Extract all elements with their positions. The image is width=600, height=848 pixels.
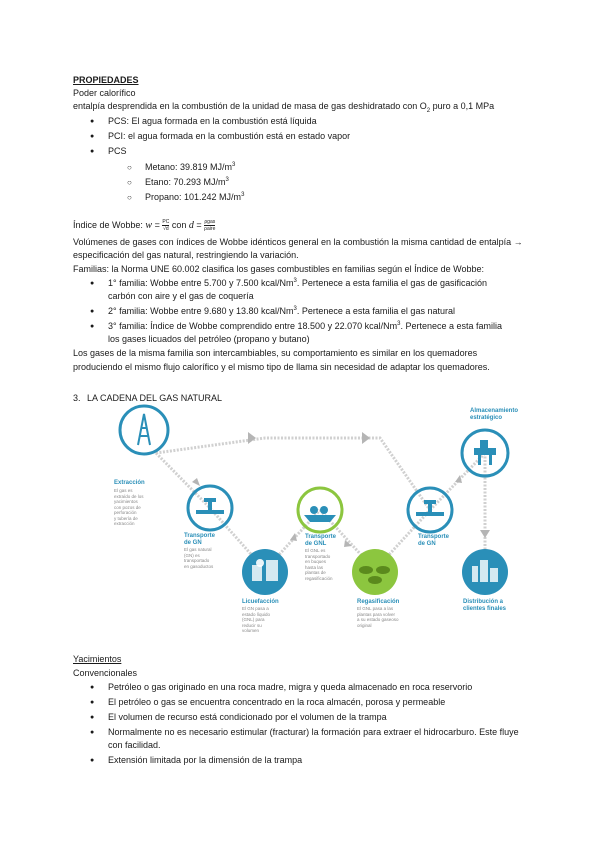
label-transporte-gn-2: Transporte de GN bbox=[418, 534, 450, 547]
pipe-valve-icon bbox=[196, 500, 224, 512]
section-title-propiedades: PROPIEDADES bbox=[73, 75, 139, 85]
list-item: ● 3° familia: Índice de Wobbe comprendido entre 18.500 y 22.070 kcal/Nm$^3$. Pertenece a esta familia bbox=[108, 320, 502, 333]
section-number: 3. bbox=[73, 393, 81, 403]
paragraph-line: especificación del gas natural, restringiendo la variación. bbox=[73, 250, 299, 260]
list-item: ○ Metano: 39.819 $MJ/m^3$ bbox=[145, 161, 235, 174]
extraction-node bbox=[120, 406, 168, 454]
desc-extraccion: El gas es extraído de los yacimientos con pozos de perforación y tubería de extracción bbox=[114, 488, 144, 526]
list-item-continuation: carbón con aire y el gas de coquería bbox=[108, 291, 254, 301]
list-item-continuation: con facilidad. bbox=[108, 740, 161, 750]
list-item: ● PCS bbox=[108, 145, 127, 158]
gn-transport-node-2 bbox=[408, 488, 452, 532]
fraction-pc-sqrt-d: $\frac{PC}{√d}$ bbox=[162, 219, 170, 233]
subsection-title-yacimientos: Yacimientos bbox=[73, 654, 122, 664]
wobbe-index-line: Índice de Wobbe: w = $\frac{PC}{√d}$ con d = ρgas ρaire bbox=[73, 219, 216, 233]
paragraph-line: produciendo el mismo flujo calorífico y el mismo tipo de llama sin necesidad de adaptar los quemadores. bbox=[73, 362, 490, 372]
subtitle-poder-calorifico: Poder calorífico bbox=[73, 88, 136, 98]
distribution-node bbox=[462, 549, 508, 595]
label-distribucion: Distribución a clientes finales bbox=[463, 599, 507, 612]
paragraph-line: Familias: la Norma UNE 60.002 clasifica los gases combustibles en familias según el Índice de Wobbe: bbox=[73, 264, 485, 274]
fraction-density: ρgas ρaire bbox=[204, 219, 216, 233]
arrow-icons bbox=[192, 432, 490, 547]
list-item: ● PCI: el agua formada en la combustión está en estado vapor bbox=[108, 130, 350, 143]
pipe-valve-icon bbox=[416, 502, 444, 514]
section-title-cadena: LA CADENA DEL GAS NATURAL bbox=[87, 393, 223, 403]
list-item-continuation: los gases licuados del petróleo (propano y butano) bbox=[108, 334, 310, 344]
paragraph-line: Los gases de la misma familia son intercambiables, su comportamiento es similar en los quemadores bbox=[73, 348, 478, 358]
liquefaction-node bbox=[242, 549, 288, 595]
lng-transport-node bbox=[298, 488, 342, 532]
label-regasificacion: Regasificación El GNL pasa a las plantas para volver a su estado gaseoso original bbox=[357, 599, 400, 628]
list-item: ● El volumen de recurso está condicionado por el volumen de la trampa bbox=[108, 711, 387, 724]
subtitle-convencionales: Convencionales bbox=[73, 668, 138, 678]
label-extraccion: Extracción bbox=[114, 480, 145, 486]
gas-chain-svg bbox=[100, 400, 520, 640]
paragraph-line: Volúmenes de gases con índices de Wobbe idénticos general en la combustión la misma cantidad de entalpía → bbox=[73, 237, 523, 247]
label-licuefaccion: Licuefacción El GN pasa a estado líquido (GNL) para reducir su volumen bbox=[242, 599, 279, 633]
storage-node bbox=[462, 430, 508, 476]
list-item: ○ Etano: 70.293 $MJ/m^3$ bbox=[145, 176, 229, 189]
list-item: ● 2° familia: Wobbe entre 9.680 y 13.80 kcal/Nm$^3$. Pertenece a esta familia el gas natural bbox=[108, 305, 455, 318]
list-item: ● 1° familia: Wobbe entre 5.700 y 7.500 kcal/Nm$^3$. Pertenece a esta familia el gas de gasificación bbox=[108, 277, 487, 290]
label-almacenamiento: Almacenamiento estratégico bbox=[470, 408, 519, 421]
list-item: ● Extensión limitada por la dimensión de la trampa bbox=[108, 754, 302, 767]
list-item: ● Petróleo o gas originado en una roca madre, migra y queda almacenado en roca reservorio bbox=[108, 681, 472, 694]
label-transporte-gn-1: Transporte de GN El gas natural (GN) es transportado en gasoductos bbox=[184, 533, 216, 569]
list-item: ● Normalmente no es necesario estimular (fracturar) la formación para extraer el hidrocarburo. Este fluye bbox=[108, 726, 519, 739]
list-item: ● El petróleo o gas se encuentra concentrado en la roca almacén, porosa y permeable bbox=[108, 696, 445, 709]
definition-line: entalpía desprendida en la combustión de la unidad de masa de gas deshidratado con $O_2$ puro a 0,1 MPa bbox=[73, 101, 495, 114]
label-transporte-gnl: Transporte de GNL El GNL es transportado en buques hasta las plantas de regasificación bbox=[305, 534, 337, 581]
regasification-node bbox=[352, 549, 398, 595]
list-item: ● PCS: El agua formada en la combustión está líquida bbox=[108, 115, 317, 128]
gn-transport-node-1 bbox=[188, 486, 232, 530]
list-item: ○ Propano: 101.242 $MJ/m^3$ bbox=[145, 191, 244, 204]
gas-chain-diagram bbox=[100, 400, 520, 640]
